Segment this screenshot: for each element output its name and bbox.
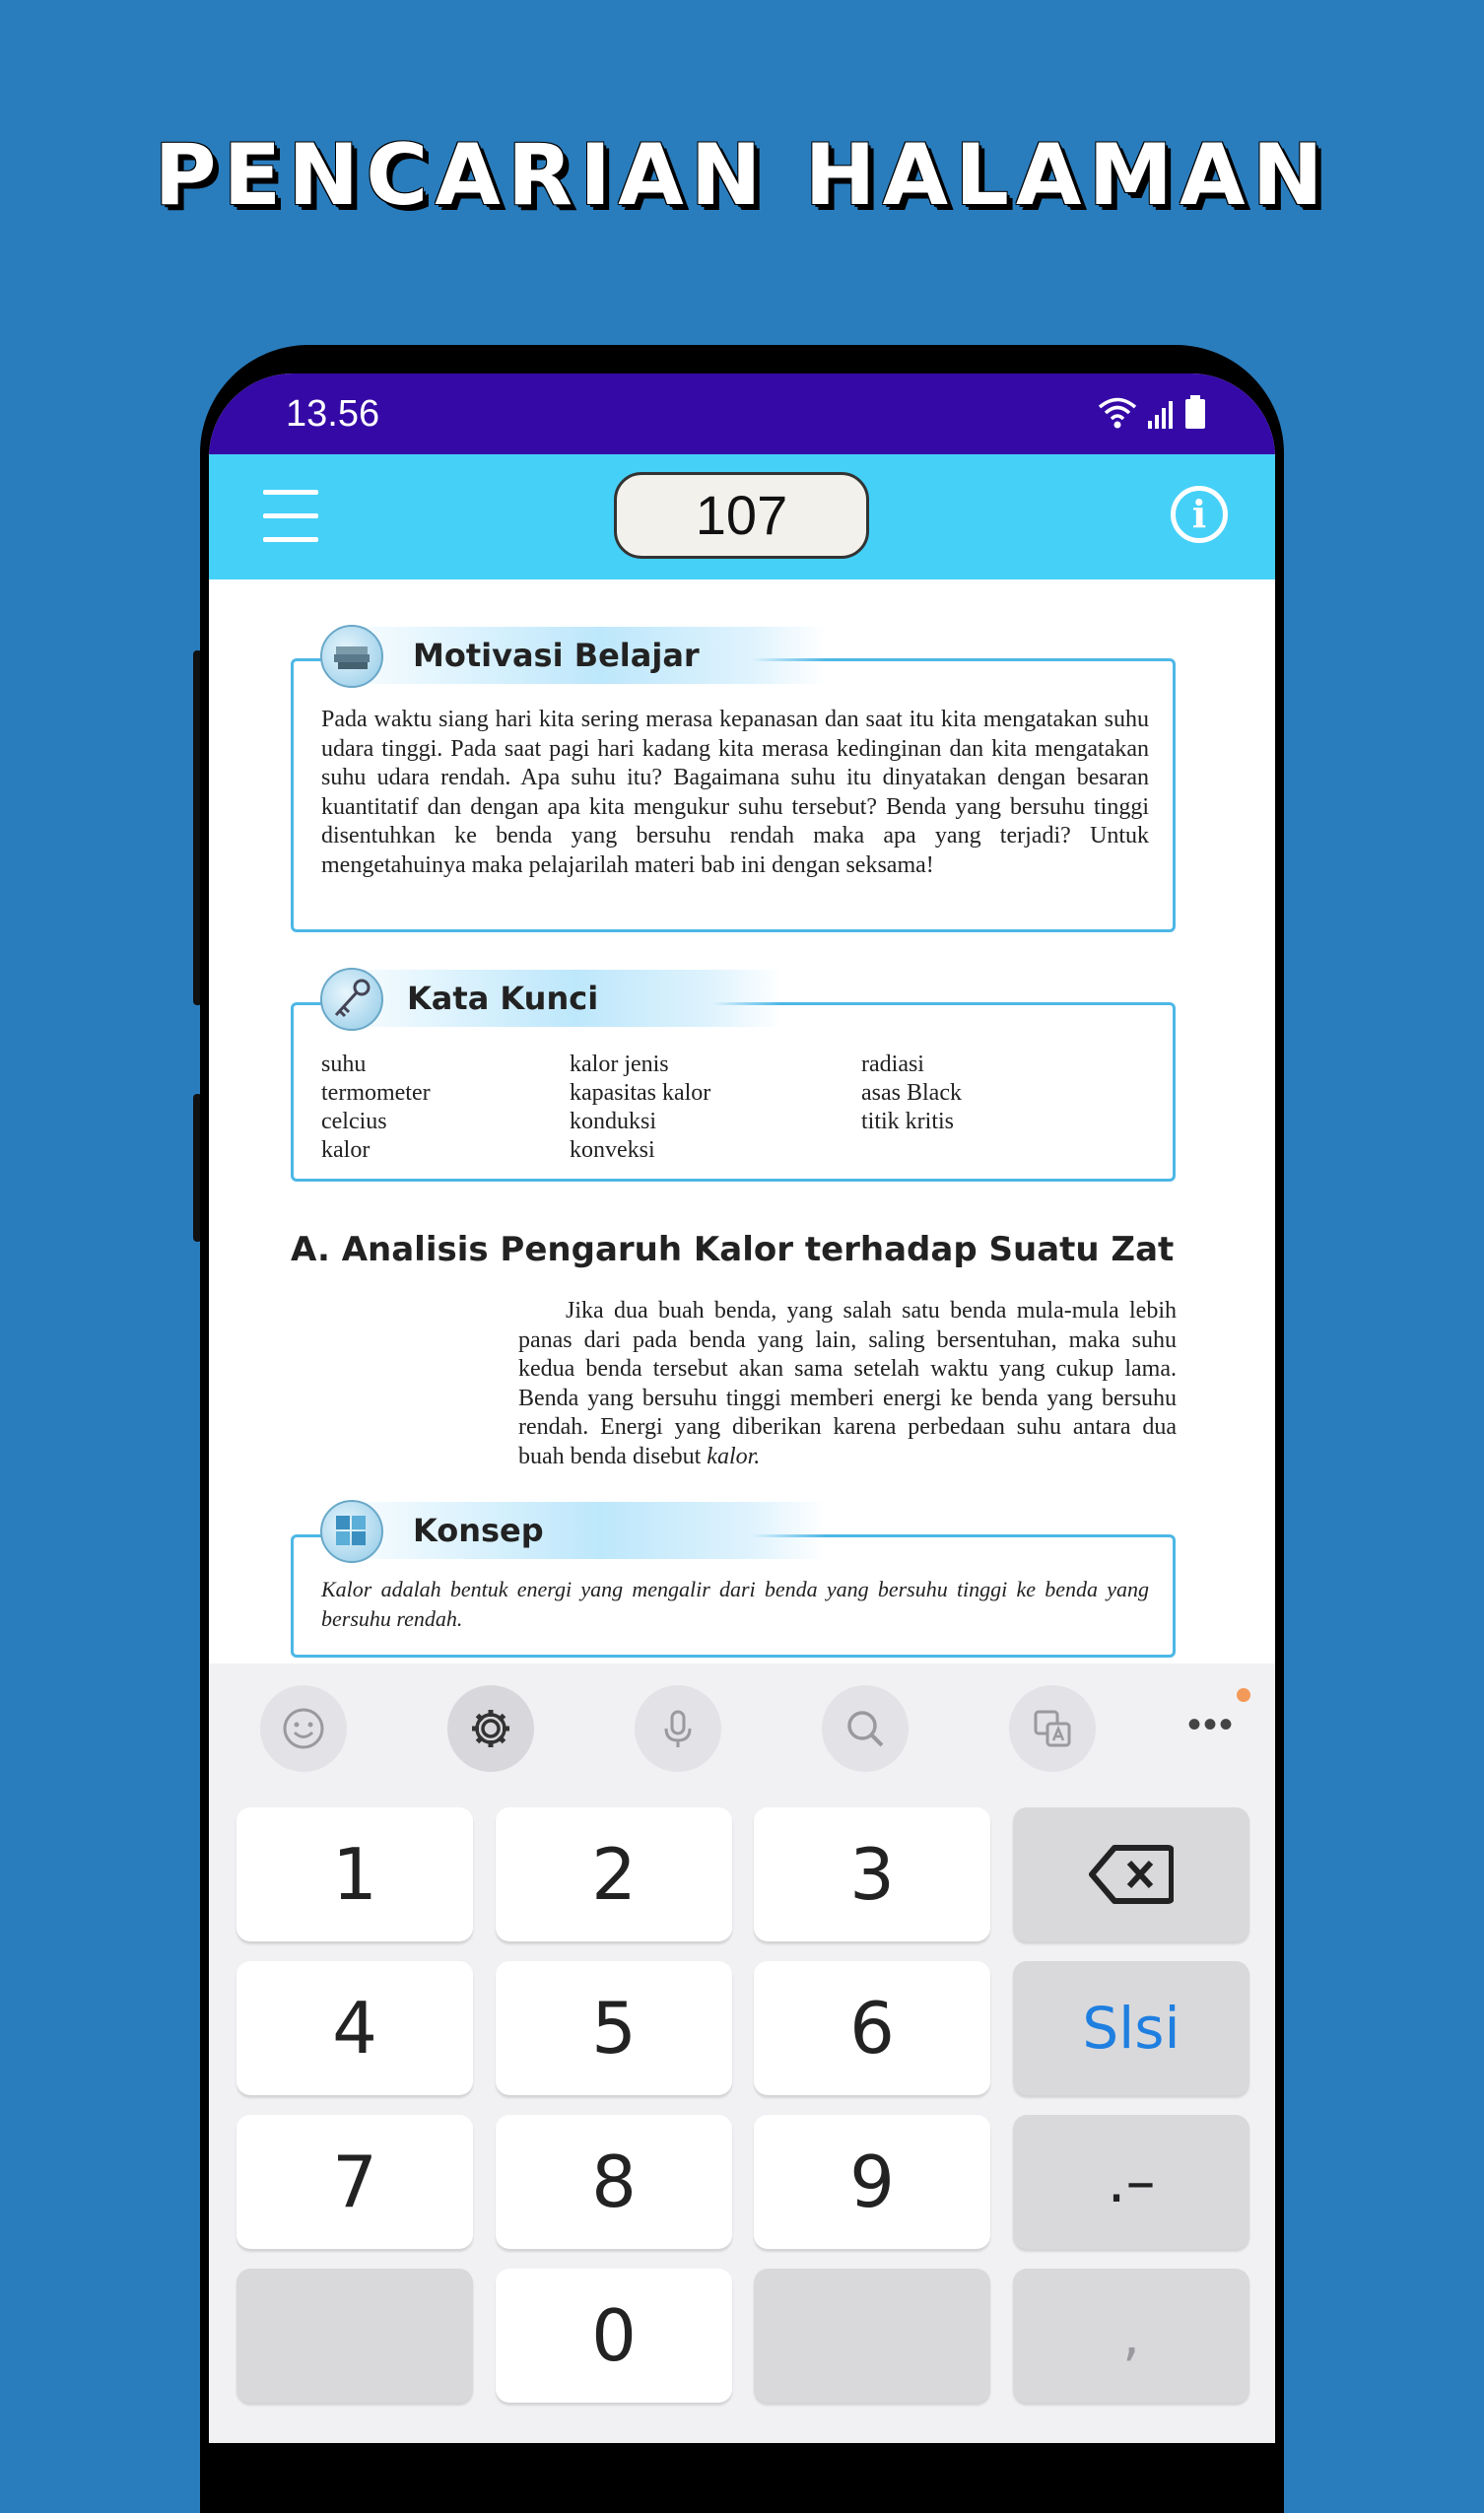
book-page	[209, 579, 1275, 1664]
comma-key[interactable]: ,	[1013, 2269, 1249, 2403]
section-heading: A. Analisis Pengaruh Kalor terhadap Suatu Zat	[291, 1230, 1175, 1269]
keyword: radiasi	[861, 1052, 924, 1077]
notification-dot	[1237, 1688, 1250, 1702]
keyword-column-2	[570, 1051, 710, 1165]
section-body-term: kalor.	[707, 1443, 761, 1469]
keyword: termometer	[321, 1080, 431, 1106]
konsep-text-content: Kalor adalah bentuk energi yang mengalir dari benda yang bersuhu tinggi ke benda yang bersuhu rendah.	[321, 1577, 1149, 1631]
books-icon	[320, 625, 383, 688]
key-2[interactable]: 2	[496, 1807, 732, 1941]
empty-key	[754, 2269, 990, 2403]
done-key[interactable]: Slsi	[1013, 1961, 1249, 2095]
empty-key	[236, 2269, 473, 2403]
konsep-text	[321, 1575, 1149, 1633]
more-icon[interactable]: •••	[1187, 1703, 1236, 1746]
keyword: konveksi	[570, 1137, 655, 1163]
keyword: suhu	[321, 1052, 367, 1077]
keyword: asas Black	[861, 1080, 962, 1106]
backspace-icon	[1089, 1844, 1174, 1905]
key-5[interactable]: 5	[496, 1961, 732, 2095]
keyword: titik kritis	[861, 1109, 955, 1134]
keyword: celcius	[321, 1109, 387, 1134]
hamburger-menu-icon[interactable]	[263, 490, 318, 545]
status-icons	[1098, 395, 1206, 429]
key-8[interactable]: 8	[496, 2115, 732, 2249]
key-9[interactable]: 9	[754, 2115, 990, 2249]
key-7[interactable]: 7	[236, 2115, 473, 2249]
keyword-column-1	[321, 1051, 431, 1165]
kata-kunci-title: Kata Kunci	[322, 970, 781, 1027]
key-4[interactable]: 4	[236, 1961, 473, 2095]
page-number-input[interactable]: 107	[614, 472, 869, 559]
key-1[interactable]: 1	[236, 1807, 473, 1941]
phone-screen	[209, 374, 1275, 2443]
keyword: kalor jenis	[570, 1052, 669, 1077]
keyword: konduksi	[570, 1109, 657, 1134]
keyword: kapasitas kalor	[570, 1080, 711, 1106]
key-3[interactable]: 3	[754, 1807, 990, 1941]
keyword: kalor	[321, 1137, 371, 1163]
battery-icon	[1184, 395, 1206, 429]
search-icon[interactable]	[822, 1685, 909, 1772]
signal-icon	[1147, 399, 1175, 429]
status-time: 13.56	[286, 393, 380, 435]
key-icon	[320, 968, 383, 1031]
app-bar	[209, 454, 1275, 579]
key-6[interactable]: 6	[754, 1961, 990, 2095]
keyword-column-3	[861, 1051, 962, 1136]
translate-icon[interactable]	[1009, 1685, 1096, 1772]
key-0[interactable]: 0	[496, 2269, 732, 2403]
settings-icon[interactable]	[447, 1685, 534, 1772]
puzzle-icon	[320, 1500, 383, 1563]
backspace-key[interactable]	[1013, 1807, 1249, 1941]
section-body-text: Jika dua buah benda, yang salah satu benda mula-mula lebih panas dari pada benda yang lain, saling bersentuhan, maka suhu kedua benda tersebut akan sama setelah waktu yang cukup lama. Benda yang bersuhu tinggi memberi energi ke benda yang bersuhu rendah. Energi yang diberikan karena perbedaan suhu antara dua buah benda disebut	[518, 1298, 1177, 1469]
wifi-icon	[1098, 395, 1137, 429]
promo-title: PENCARIAN HALAMAN	[154, 126, 1330, 225]
keyboard-toolbar	[209, 1664, 1275, 1782]
microphone-icon[interactable]	[635, 1685, 721, 1772]
konsep-title: Konsep	[322, 1502, 827, 1559]
section-body	[518, 1297, 1177, 1471]
info-icon[interactable]: i	[1171, 486, 1228, 543]
dot-minus-key[interactable]: .–	[1013, 2115, 1249, 2249]
motivasi-text: Pada waktu siang hari kita sering merasa kepanasan dan saat itu kita mengatakan suhu udara tinggi. Pada saat pagi hari kadang kita merasa kedinginan dan kita mengatakan suhu udara rendah. Apa suhu itu? Bagaimana suhu itu dinyatakan dengan besaran kuantitatif dan dengan apa kita mengukur suhu tersebut? Benda yang bersuhu tinggi disentuhkan ke benda yang bersuhu rendah maka apa yang terjadi? Untuk mengetahuinya maka pelajarilah materi bab ini dengan seksama!	[321, 707, 1149, 878]
motivasi-title: Motivasi Belajar	[322, 627, 827, 684]
status-bar	[209, 374, 1275, 454]
emoji-icon[interactable]	[260, 1685, 347, 1772]
